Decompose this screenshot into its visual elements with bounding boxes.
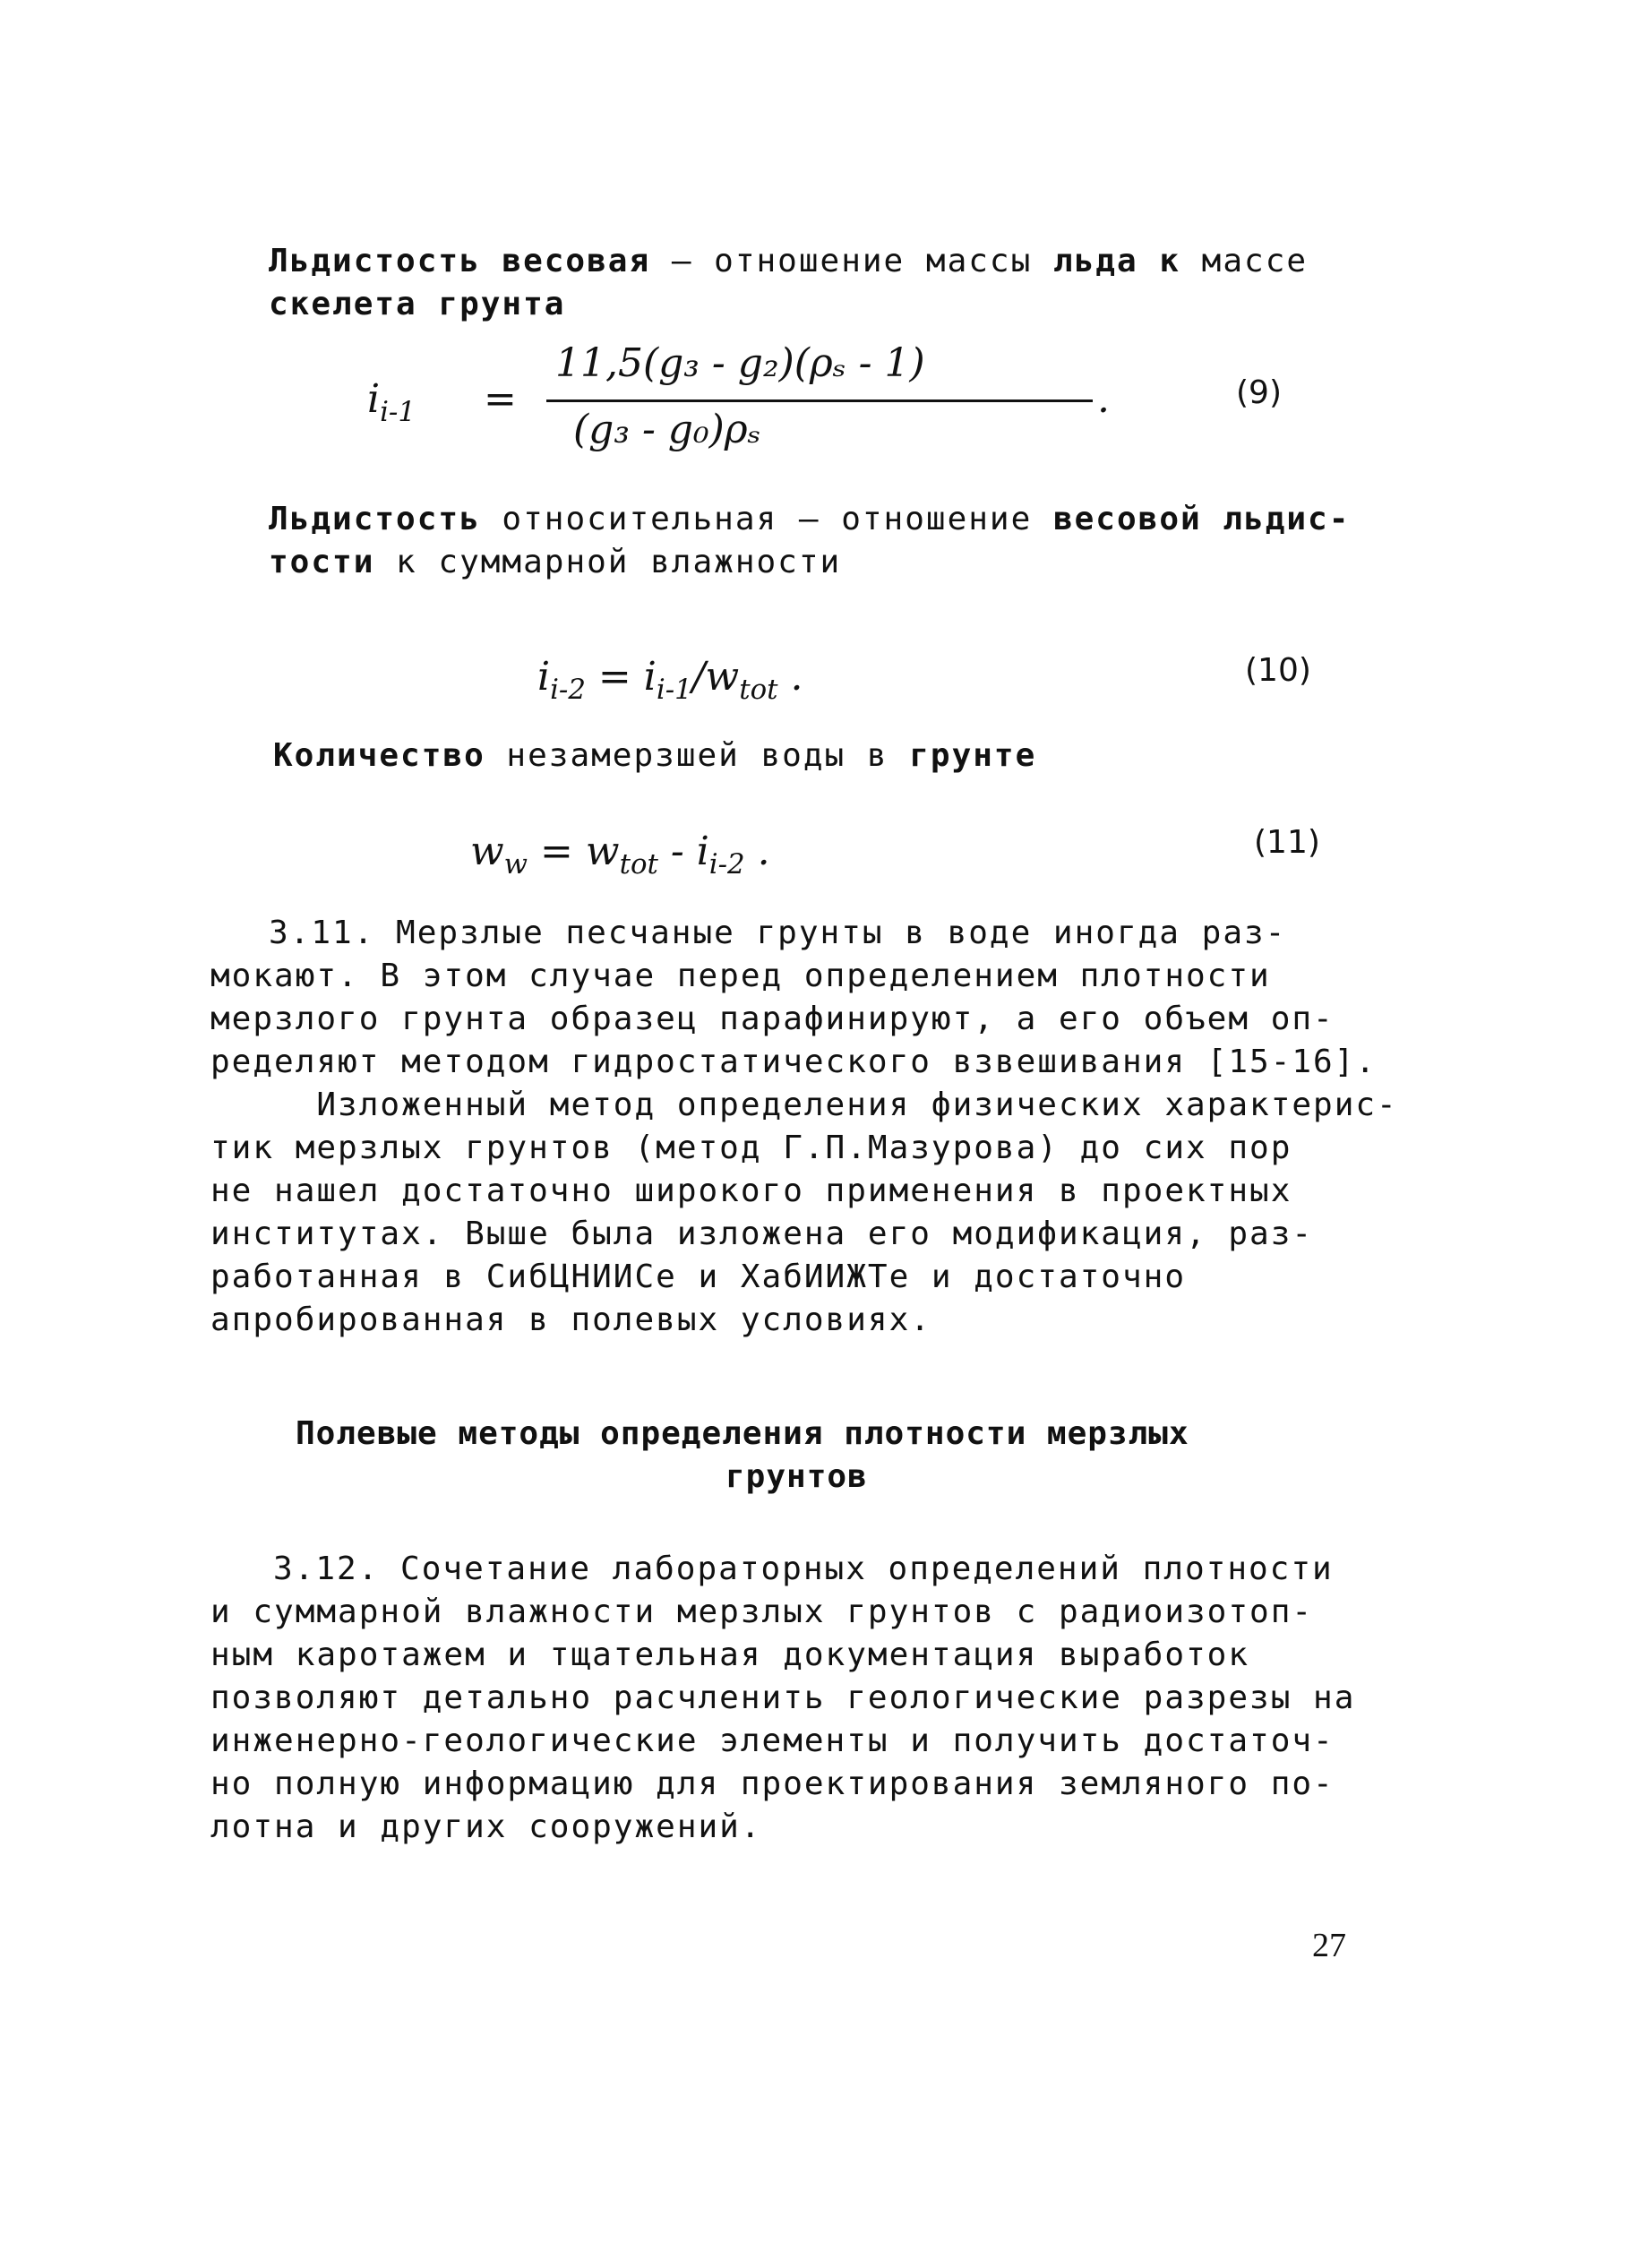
bold-text: грунте [909,737,1037,774]
paragraph-line: апробированная в полевых условиях. [210,1302,931,1338]
formula10-number: (10) [1245,652,1311,689]
formula9-dot: . [1097,376,1110,422]
paragraph-line: 3.11. Мерзлые песчаные грунты в воде иногда раз- [269,915,1287,951]
paragraph-line: тик мерзлых грунтов (метод Г.П.Мазурова) до сих пор [210,1130,1292,1166]
paragraph-line: и суммарной влажности мерзлых грунтов с радиоизотоп- [210,1594,1314,1630]
formula9-numerator: 11,5(g₃ - g₂)(ρₛ - 1) [555,340,925,386]
formula9-denominator: (g₃ - g₀)ρₛ [573,407,761,452]
page-number: 27 [1312,1927,1346,1964]
fraction-bar [546,399,1093,402]
paragraph-line: не нашел достаточно широкого применения в проектных [210,1173,1292,1209]
section1-line2: скелета грунта [269,286,566,322]
paragraph-line: позволяют детально расчленить геологические разрезы на [210,1680,1356,1716]
definition-text-end: массе [1180,243,1309,279]
formula9-eq: = [484,376,517,422]
paragraph-line: но полную информацию для проектирования земляного по- [210,1765,1335,1802]
formula9-lhs: $i_{i-1}$ [367,376,416,428]
section2-line2 [269,543,841,582]
formula9-number: (9) [1236,374,1282,411]
paragraph-line: ным каротажем и тщательная документация выработок [210,1637,1250,1673]
term-ice-relative: Льдистость [269,501,481,537]
bold-text: Количество [273,737,485,774]
section-heading-line1: Полевые методы определения плотности мерзлых [296,1415,1189,1452]
paragraph-line: Изложенный метод определения физических характерис- [210,1087,1398,1123]
paragraph-line: мерзлого грунта образец парафинируют, а его объем оп- [210,1001,1335,1037]
paragraph-line: работанная в СибЦНИИСе и ХабИИЖТе и достаточно [210,1259,1186,1295]
definition-text: относительная – отношение [480,501,1053,537]
section-heading-line2: грунтов [725,1458,868,1495]
formula11-number: (11) [1254,824,1320,861]
bold-text: льда к [1052,243,1180,279]
definition-text: к суммарной влажности [374,544,842,580]
paragraph-line: лотна и других сооружений. [210,1808,762,1845]
bold-text: весовой льдис- [1052,501,1351,537]
section1-line1 [269,242,1308,281]
paragraph-line: 3.12. Сочетание лабораторных определений плотности [273,1551,1334,1587]
paragraph-line: институтах. Выше была изложена его модификация, раз- [210,1216,1314,1252]
formula10-expression: $i_{i-2} = i_{i-1}/w_{tot}$ . [537,654,803,706]
paragraph-line: мокают. В этом случае перед определением плотности [210,958,1271,994]
paragraph-line: ределяют методом гидростатического взвешивания [15-16]. [210,1044,1378,1080]
paragraph-line: инженерно-геологические элементы и получить достаточ- [210,1722,1335,1759]
bold-text: тости [269,544,375,580]
definition-text: – отношение массы [650,243,1053,279]
term-ice-weight: Льдистость весовая [269,243,651,279]
text: незамерзшей воды в [485,737,910,774]
section3-line [273,736,1036,776]
formula11-expression: $w_w = w_{tot} - i_{i-2}$ . [470,829,770,881]
section2-line1 [269,500,1350,539]
